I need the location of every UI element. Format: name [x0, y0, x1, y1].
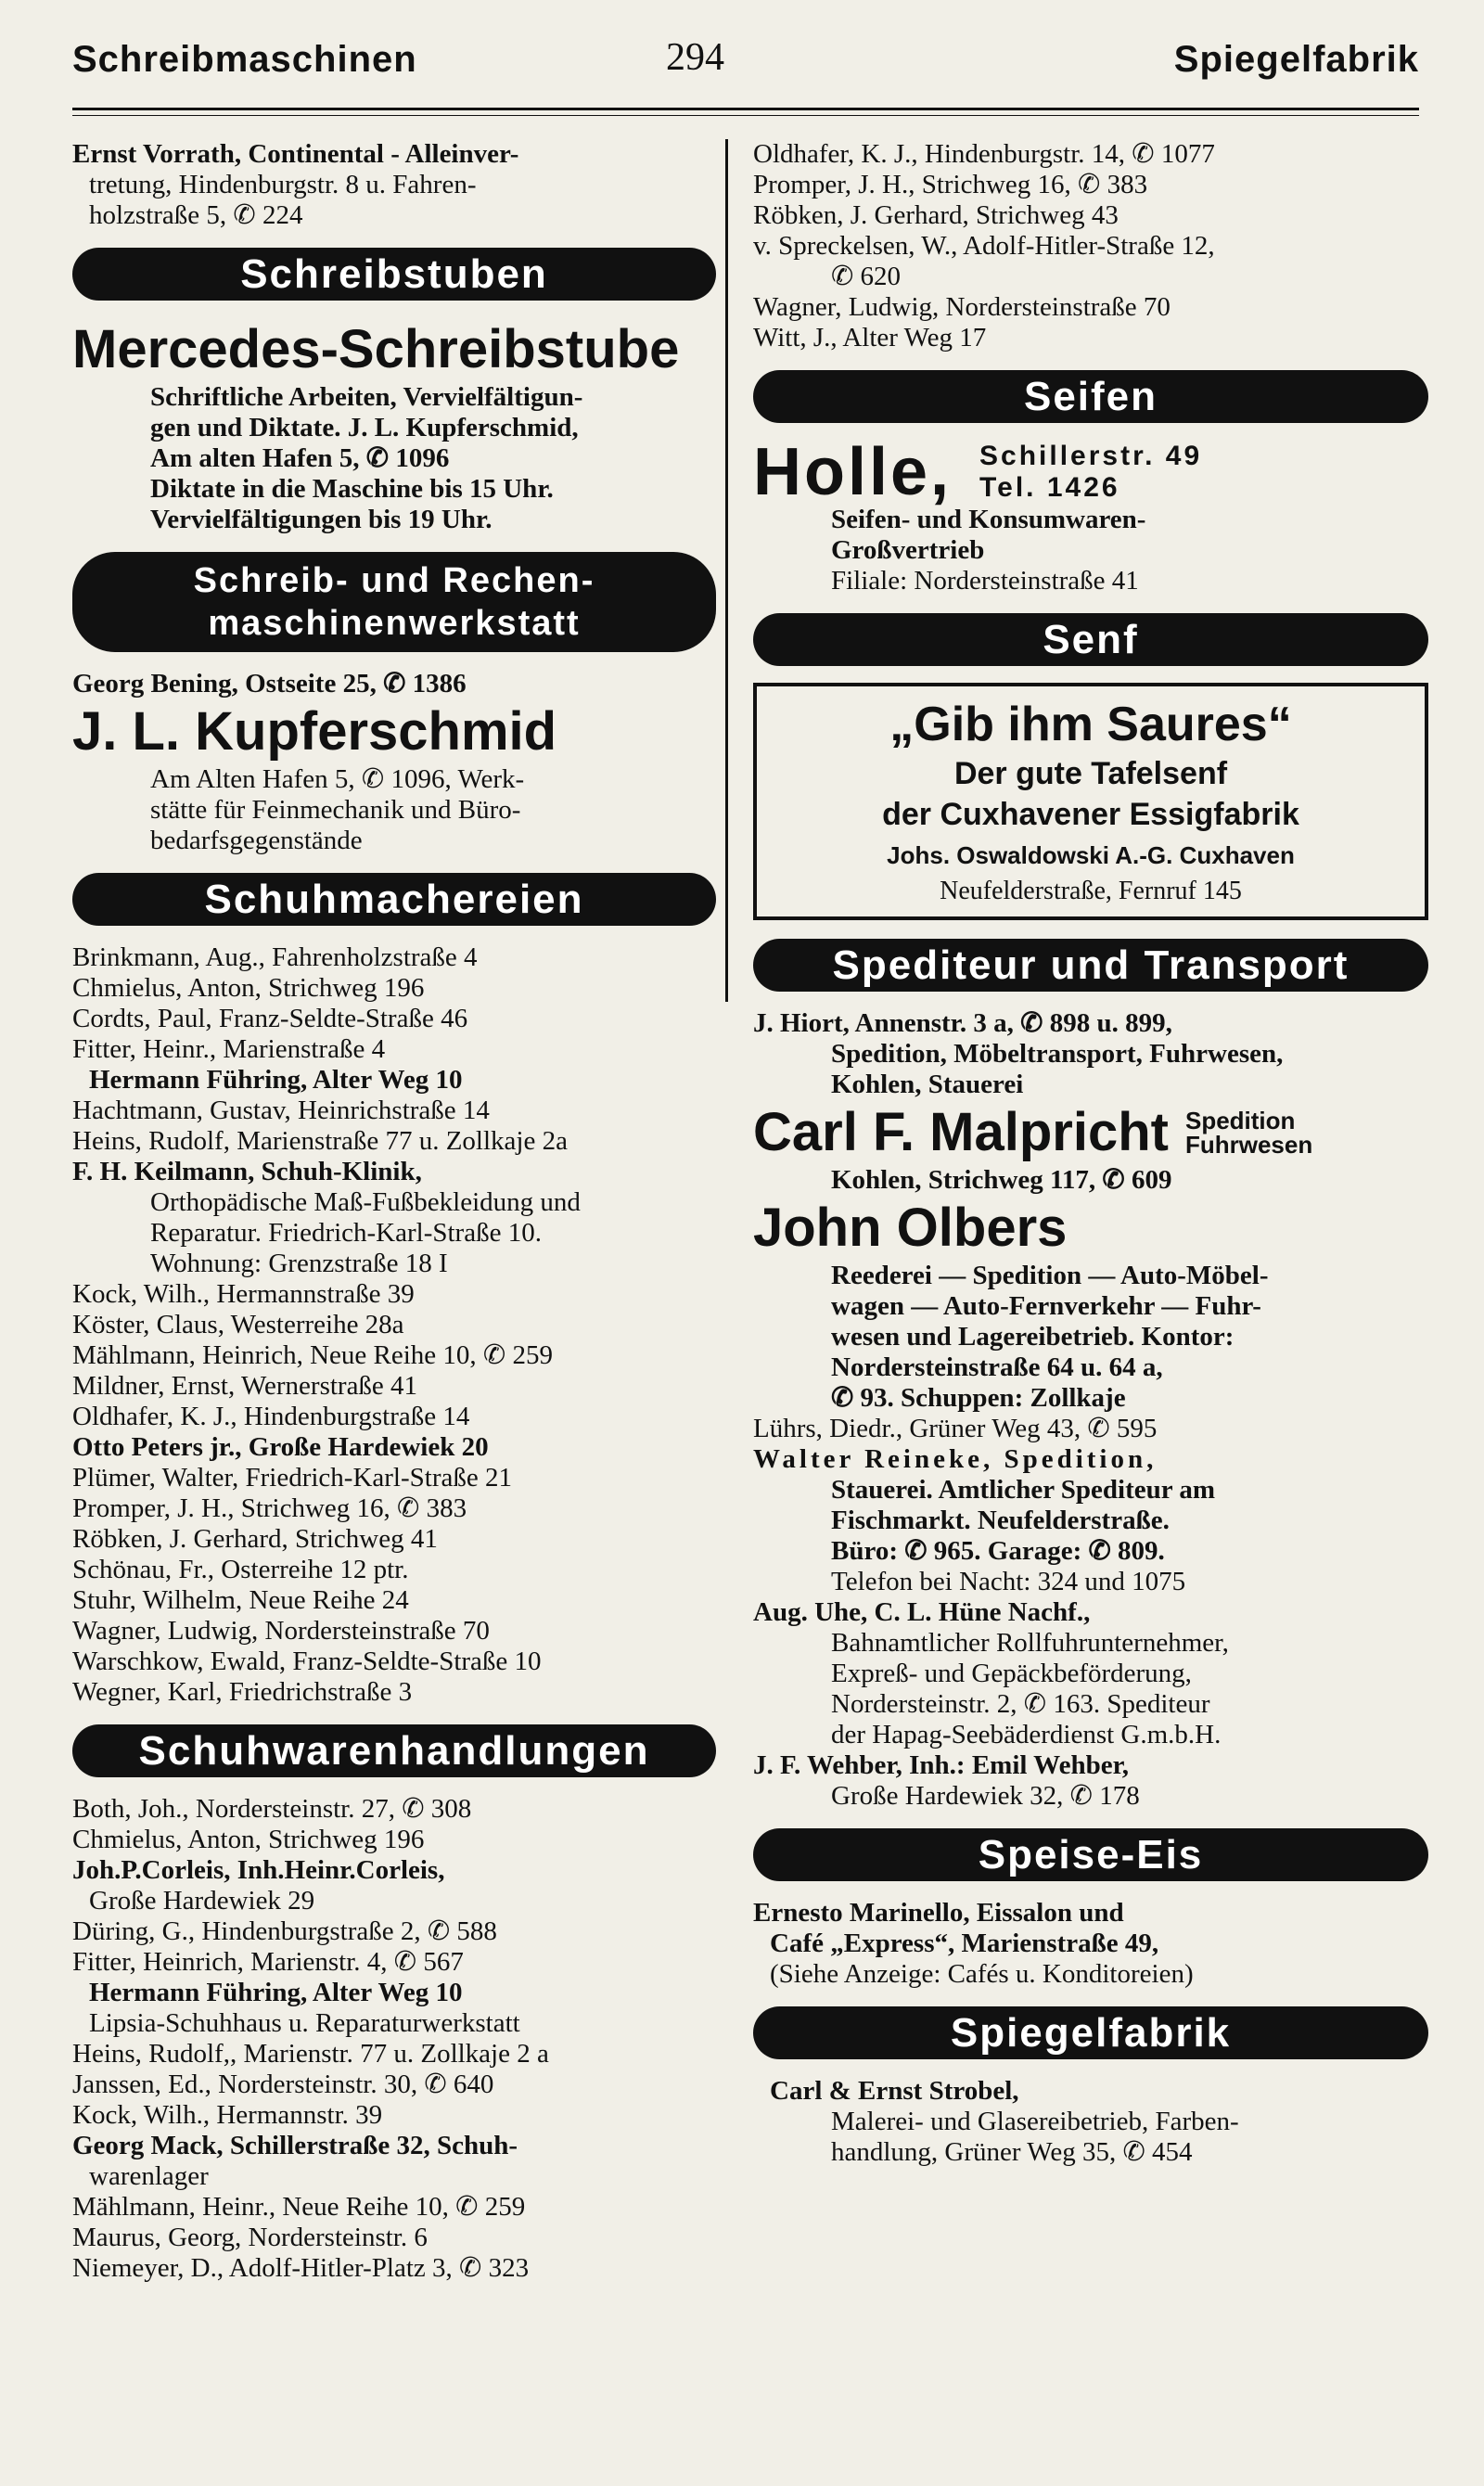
entry-line: holzstraße 5, ✆ 224	[89, 200, 303, 230]
entry-mercedes	[72, 382, 716, 535]
entry-line: Café „Express“, Marienstraße 49,	[770, 1929, 1159, 1958]
ad-line: Fuhrwesen	[1184, 1131, 1313, 1159]
header-rule-thin	[72, 115, 1419, 116]
section-banner-spediteur: Spediteur und Transport	[753, 939, 1428, 992]
list-item: Hermann Führing, Alter Weg 10	[89, 1065, 463, 1095]
list-item: Otto Peters jr., Große Hardewiek 20	[72, 1432, 489, 1462]
ad-title-kupferschmid: J. L. Kupferschmid	[72, 701, 557, 762]
header-left-keyword: Schreibmaschinen	[72, 39, 417, 80]
list-item: Fitter, Heinrich, Marienstr. 4, ✆ 567	[72, 1947, 464, 1977]
list-item: Lipsia-Schuhhaus u. Reparaturwerkstatt	[89, 2008, 520, 2038]
ad-title-malpricht: Carl F. Malpricht	[753, 1102, 1169, 1162]
entry-line: Spedition, Möbeltransport, Fuhrwesen,	[831, 1039, 1284, 1069]
ad-line: Tel. 1426	[979, 472, 1120, 503]
entry-line: Am Alten Hafen 5, ✆ 1096, Werk-	[150, 764, 525, 794]
entry-line: Ernst Vorrath, Continental - Alleinver-	[72, 139, 519, 169]
ad-address: Neufelderstraße, Fernruf 145	[940, 877, 1242, 905]
section-banner-seifen: Seifen	[753, 370, 1428, 423]
left-column	[72, 139, 716, 2284]
ad-line: Spedition	[1184, 1107, 1296, 1134]
section-banner-schuhwarenhandlungen: Schuhwarenhandlungen	[72, 1724, 716, 1777]
entry-line: (Siehe Anzeige: Cafés u. Konditoreien)	[770, 1959, 1194, 1989]
list-item: Kock, Wilh., Hermannstraße 39	[72, 1279, 415, 1309]
list-item: Janssen, Ed., Nordersteinstr. 30, ✆ 640	[72, 2070, 494, 2099]
entry-line: Telefon bei Nacht: 324 und 1075	[831, 1567, 1186, 1596]
ad-malpricht	[753, 1100, 1428, 1165]
list-schuhwarenhandlungen	[72, 1794, 716, 2284]
entry-vorrath	[72, 139, 716, 231]
list-item: Mählmann, Heinrich, Neue Reihe 10, ✆ 259	[72, 1340, 553, 1370]
list-item: Oldhafer, K. J., Hindenburgstr. 14, ✆ 1077	[753, 139, 1215, 169]
entry-line: Carl & Ernst Strobel,	[770, 2076, 1019, 2106]
list-item: Both, Joh., Nordersteinstr. 27, ✆ 308	[72, 1794, 472, 1824]
ad-subline: Der gute Tafelsenf	[953, 756, 1228, 791]
ad-company: Johs. Oswaldowski A.-G. Cuxhaven	[887, 841, 1295, 869]
entry-line: wesen und Lagereibetrieb. Kontor:	[831, 1322, 1235, 1352]
list-schuhwaren-continued	[753, 139, 1428, 353]
list-item: Oldhafer, K. J., Hindenburgstraße 14	[72, 1402, 470, 1431]
section-banner-speise-eis: Speise-Eis	[753, 1828, 1428, 1881]
list-item: Wohnung: Grenzstraße 18 I	[150, 1249, 448, 1278]
entry-line: J. F. Wehber, Inh.: Emil Wehber,	[753, 1750, 1130, 1780]
entry-line: der Hapag-Seebäderdienst G.m.b.H.	[831, 1720, 1222, 1749]
entry-line: Filiale: Nordersteinstraße 41	[831, 566, 1139, 596]
entry-line: gen und Diktate. J. L. Kupferschmid,	[150, 413, 579, 442]
list-item: Reparatur. Friedrich-Karl-Straße 10.	[150, 1218, 542, 1248]
list-item: Joh.P.Corleis, Inh.Heinr.Corleis,	[72, 1855, 445, 1885]
entry-line: Büro: ✆ 965. Garage: ✆ 809.	[831, 1536, 1165, 1566]
entry-line: Walter Reineke, Spedition,	[753, 1444, 1158, 1474]
entry-bening: Georg Bening, Ostseite 25, ✆ 1386	[72, 669, 467, 698]
entry-strobel	[753, 2076, 1428, 2168]
list-item: Fitter, Heinr., Marienstraße 4	[72, 1034, 386, 1064]
banner-line: maschinenwerkstatt	[208, 604, 581, 643]
ad-malpricht-side	[1185, 1108, 1312, 1157]
ad-holle-side	[979, 441, 1202, 504]
list-item: Wagner, Ludwig, Nordersteinstraße 70	[72, 1616, 490, 1646]
entry-line: ✆ 93. Schuppen: Zollkaje	[831, 1383, 1126, 1413]
list-item: Maurus, Georg, Nordersteinstr. 6	[72, 2223, 428, 2252]
list-item: Plümer, Walter, Friedrich-Karl-Straße 21	[72, 1463, 512, 1493]
section-banner-spiegelfabrik: Spiegelfabrik	[753, 2006, 1428, 2059]
entry-line: Aug. Uhe, C. L. Hüne Nachf.,	[753, 1597, 1091, 1627]
ad-title-olbers: John Olbers	[753, 1198, 1068, 1258]
list-item: Röbken, J. Gerhard, Strichweg 41	[72, 1524, 438, 1554]
ad-box-senf	[753, 683, 1428, 920]
entry-line: Reederei — Spedition — Auto-Möbel-	[831, 1261, 1269, 1290]
list-item: Niemeyer, D., Adolf-Hitler-Platz 3, ✆ 323	[72, 2253, 530, 2283]
banner-line: Schreib- und Rechen-	[193, 561, 595, 600]
list-item: Chmielus, Anton, Strichweg 196	[72, 973, 425, 1003]
entry-luehrs: Lührs, Diedr., Grüner Weg 43, ✆ 595	[753, 1414, 1158, 1443]
section-banner-rechenmaschinen	[72, 552, 716, 652]
entry-line: Vervielfältigungen bis 19 Uhr.	[150, 505, 493, 534]
list-item: ✆ 620	[831, 262, 902, 291]
right-column	[753, 139, 1428, 2168]
list-item: Köster, Claus, Westerreihe 28a	[72, 1310, 404, 1339]
list-item: Kock, Wilh., Hermannstr. 39	[72, 2100, 383, 2130]
entry-line: Ernesto Marinello, Eissalon und	[753, 1898, 1124, 1928]
entry-line: Diktate in die Maschine bis 15 Uhr.	[150, 474, 554, 504]
list-item: Wegner, Karl, Friedrichstraße 3	[72, 1677, 413, 1707]
page-number: 294	[666, 36, 724, 79]
entry-line: bedarfsgegenstände	[150, 826, 363, 855]
entry-line: handlung, Grüner Weg 35, ✆ 454	[831, 2137, 1193, 2167]
list-item: warenlager	[89, 2161, 209, 2191]
entry-reineke	[753, 1444, 1428, 1597]
entry-olbers	[753, 1261, 1428, 1414]
list-item: F. H. Keilmann, Schuh-Klinik,	[72, 1157, 422, 1186]
list-item: Georg Mack, Schillerstraße 32, Schuh-	[72, 2131, 518, 2160]
entry-uhe	[753, 1597, 1428, 1750]
list-item: Heins, Rudolf,, Marienstr. 77 u. Zollkaje 2 a	[72, 2039, 549, 2069]
list-item: Promper, J. H., Strichweg 16, ✆ 383	[72, 1493, 467, 1523]
list-item: Mildner, Ernst, Wernerstraße 41	[72, 1371, 418, 1401]
entry-wehber	[753, 1750, 1428, 1812]
entry-marinello	[753, 1898, 1428, 1990]
entry-kupferschmid	[72, 764, 716, 856]
list-item: Stuhr, Wilhelm, Neue Reihe 24	[72, 1585, 409, 1615]
ad-subline: der Cuxhavener Essigfabrik	[882, 797, 1299, 832]
entry-hiort	[753, 1008, 1428, 1100]
entry-line: Am alten Hafen 5, ✆ 1096	[150, 443, 450, 473]
list-item: Hermann Führing, Alter Weg 10	[89, 1978, 463, 2007]
list-item: Wagner, Ludwig, Nordersteinstraße 70	[753, 292, 1171, 322]
entry-line: J. Hiort, Annenstr. 3 a, ✆ 898 u. 899,	[753, 1008, 1172, 1038]
ad-title-mercedes: Mercedes-Schreibstube	[72, 319, 680, 379]
section-banner-senf: Senf	[753, 613, 1428, 666]
list-item: Röbken, J. Gerhard, Strichweg 43	[753, 200, 1119, 230]
header-right-keyword: Spiegelfabrik	[1173, 39, 1419, 80]
list-item: Düring, G., Hindenburgstraße 2, ✆ 588	[72, 1916, 497, 1946]
entry-line: stätte für Feinmechanik und Büro-	[150, 795, 521, 825]
ad-holle	[753, 435, 1428, 509]
list-item: Warschkow, Ewald, Franz-Seldte-Straße 10	[72, 1647, 542, 1676]
entry-line: Großvertrieb	[831, 535, 985, 565]
entry-line: Stauerei. Amtlicher Spediteur am	[831, 1475, 1216, 1505]
ad-title-holle: Holle,	[753, 435, 953, 509]
list-item: Orthopädische Maß-Fußbekleidung und	[150, 1187, 581, 1217]
section-banner-schuhmachereien: Schuhmachereien	[72, 873, 716, 926]
list-item: Promper, J. H., Strichweg 16, ✆ 383	[753, 170, 1148, 199]
list-item: Mählmann, Heinr., Neue Reihe 10, ✆ 259	[72, 2192, 526, 2222]
list-item: Große Hardewiek 29	[89, 1886, 315, 1916]
section-banner-schreibstuben: Schreibstuben	[72, 248, 716, 301]
ad-headline: „Gib ihm Saures“	[889, 698, 1292, 751]
entry-line: Kohlen, Stauerei	[831, 1070, 1024, 1099]
list-schuhmachereien	[72, 942, 716, 1708]
entry-line: Fischmarkt. Neufelderstraße.	[831, 1506, 1170, 1535]
entry-line: Nordersteinstr. 2, ✆ 163. Spediteur	[831, 1689, 1210, 1719]
list-item: Chmielus, Anton, Strichweg 196	[72, 1825, 425, 1854]
page-header	[72, 33, 1419, 89]
entry-line: Schriftliche Arbeiten, Vervielfältigun-	[150, 382, 583, 412]
list-item: Cordts, Paul, Franz-Seldte-Straße 46	[72, 1004, 468, 1033]
column-divider	[725, 139, 728, 1002]
entry-line: Seifen- und Konsumwaren-	[831, 505, 1146, 534]
list-item: Witt, J., Alter Weg 17	[753, 323, 987, 352]
entry-line: Expreß- und Gepäckbeförderung,	[831, 1659, 1192, 1688]
ad-line: Schillerstr. 49	[979, 441, 1203, 471]
entry-line: wagen — Auto-Fernverkehr — Fuhr-	[831, 1291, 1261, 1321]
list-item: Hachtmann, Gustav, Heinrichstraße 14	[72, 1096, 490, 1125]
entry-holle	[753, 505, 1428, 596]
entry-line: Malerei- und Glasereibetrieb, Farben-	[831, 2107, 1239, 2136]
entry-malpricht: Kohlen, Strichweg 117, ✆ 609	[831, 1165, 1172, 1195]
list-item: Brinkmann, Aug., Fahrenholzstraße 4	[72, 942, 478, 972]
header-rule	[72, 108, 1419, 110]
entry-line: Große Hardewiek 32, ✆ 178	[831, 1781, 1140, 1811]
entry-line: Bahnamtlicher Rollfuhrunternehmer,	[831, 1628, 1229, 1658]
list-item: Heins, Rudolf, Marienstraße 77 u. Zollkaje 2a	[72, 1126, 568, 1156]
list-item: v. Spreckelsen, W., Adolf-Hitler-Straße 12,	[753, 231, 1215, 261]
entry-line: Nordersteinstraße 64 u. 64 a,	[831, 1352, 1163, 1382]
entry-line: tretung, Hindenburgstr. 8 u. Fahren-	[89, 170, 477, 199]
list-item: Schönau, Fr., Osterreihe 12 ptr.	[72, 1555, 409, 1584]
